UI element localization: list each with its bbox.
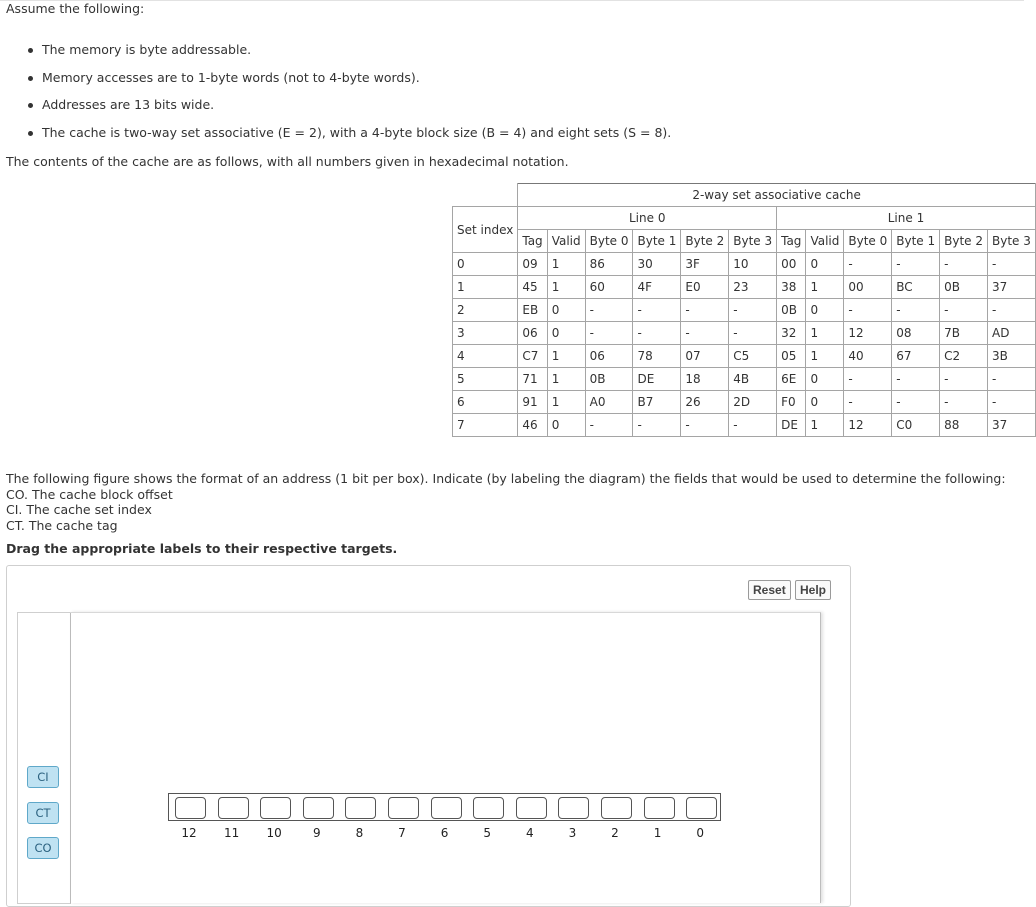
column-header: Tag [777, 230, 806, 253]
bit-drop-target[interactable] [260, 797, 291, 819]
table-cell: 0 [806, 299, 844, 322]
table-cell: C0 [892, 414, 940, 437]
table-cell: - [729, 322, 777, 345]
set-index-cell: 2 [453, 299, 518, 322]
table-row [453, 276, 1036, 299]
table-cell: - [940, 299, 988, 322]
column-header: Byte 0 [844, 230, 892, 253]
table-cell: 0 [547, 299, 585, 322]
figure-instruction-ct: CT. The cache tag [6, 517, 118, 533]
table-cell: - [940, 368, 988, 391]
table-cell: 71 [518, 368, 547, 391]
bit-number: 1 [653, 826, 662, 840]
table-cell: 18 [681, 368, 729, 391]
table-row [453, 299, 1036, 322]
table-cell: 1 [547, 368, 585, 391]
assumption-item: Memory accesses are to 1-byte words (not to 4-byte words). [28, 68, 671, 96]
table-cell: - [729, 299, 777, 322]
figure-instruction-co: CO. The cache block offset [6, 486, 173, 502]
label-bank [17, 612, 71, 904]
table-row [453, 322, 1036, 345]
table-cell: 40 [844, 345, 892, 368]
bit-number: 5 [483, 826, 491, 840]
table-cell: 0 [806, 253, 844, 276]
table-cell: 00 [844, 276, 892, 299]
table-cell: DE [633, 368, 681, 391]
table-title: 2-way set associative cache [518, 184, 1036, 207]
column-header: Byte 1 [633, 230, 681, 253]
bit-number: 7 [398, 826, 406, 840]
table-cell: 10 [729, 253, 777, 276]
reset-button[interactable]: Reset [748, 580, 791, 600]
table-cell: 88 [940, 414, 988, 437]
table-cell: - [892, 253, 940, 276]
table-cell: 07 [681, 345, 729, 368]
column-header: Byte 3 [987, 230, 1035, 253]
table-cell: B7 [633, 391, 681, 414]
label-chip-ct[interactable]: CT [27, 802, 59, 824]
table-cell: 1 [547, 345, 585, 368]
bit-number: 4 [525, 826, 534, 840]
bit-drop-target[interactable] [431, 797, 462, 819]
cache-table [452, 183, 1036, 437]
set-index-cell: 7 [453, 414, 518, 437]
table-cell: - [987, 391, 1035, 414]
column-header: Tag [518, 230, 547, 253]
contents-note: The contents of the cache are as follows, with all numbers given in hexadecimal notation. [6, 154, 569, 169]
column-header: Valid [806, 230, 844, 253]
table-cell: EB [518, 299, 547, 322]
bit-drop-target[interactable] [558, 797, 589, 819]
table-cell: DE [777, 414, 806, 437]
table-cell: 0 [806, 391, 844, 414]
bit-number: 9 [312, 826, 321, 840]
set-index-cell: 3 [453, 322, 518, 345]
table-cell: - [940, 253, 988, 276]
bit-drop-target[interactable] [601, 797, 632, 819]
column-header: Byte 2 [940, 230, 988, 253]
table-cell: 00 [777, 253, 806, 276]
table-cell: 1 [547, 253, 585, 276]
table-cell: 45 [518, 276, 547, 299]
set-index-cell: 6 [453, 391, 518, 414]
table-cell: - [844, 253, 892, 276]
table-cell: 7B [940, 322, 988, 345]
table-cell: 1 [806, 414, 844, 437]
assumption-list [28, 40, 671, 150]
drag-instruction: Drag the appropriate labels to their respective targets. [6, 541, 398, 556]
diagram-drop-area[interactable] [70, 612, 821, 903]
table-row [453, 368, 1036, 391]
table-cell: 30 [633, 253, 681, 276]
bit-drop-target[interactable] [345, 797, 376, 819]
table-cell: - [585, 299, 633, 322]
cache-table-body [453, 253, 1036, 437]
table-row [453, 391, 1036, 414]
table-cell: - [844, 368, 892, 391]
column-header: Valid [547, 230, 585, 253]
table-cell: - [987, 299, 1035, 322]
table-cell: 91 [518, 391, 547, 414]
table-cell: - [681, 414, 729, 437]
table-cell: 60 [585, 276, 633, 299]
table-cell: 06 [518, 322, 547, 345]
table-row [453, 253, 1036, 276]
column-header: Byte 3 [729, 230, 777, 253]
table-cell: 86 [585, 253, 633, 276]
table-cell: - [892, 299, 940, 322]
table-cell: F0 [777, 391, 806, 414]
table-cell: - [729, 414, 777, 437]
table-cell: 1 [806, 322, 844, 345]
table-cell: 0 [806, 368, 844, 391]
column-header: Byte 0 [585, 230, 633, 253]
table-row [453, 345, 1036, 368]
table-cell: - [987, 253, 1035, 276]
line0-header: Line 0 [518, 207, 777, 230]
set-index-cell: 5 [453, 368, 518, 391]
table-cell: C5 [729, 345, 777, 368]
bit-drop-target[interactable] [516, 797, 547, 819]
bit-drop-target[interactable] [303, 797, 334, 819]
table-cell: 05 [777, 345, 806, 368]
table-cell: 67 [892, 345, 940, 368]
column-header: Byte 1 [892, 230, 940, 253]
table-cell: 08 [892, 322, 940, 345]
help-button[interactable]: Help [795, 580, 831, 600]
set-index-cell: 1 [453, 276, 518, 299]
table-cell: 1 [547, 276, 585, 299]
bit-drop-target[interactable] [218, 797, 249, 819]
line1-header: Line 1 [777, 207, 1036, 230]
bit-drop-target[interactable] [175, 797, 206, 819]
table-cell: - [585, 322, 633, 345]
table-cell: - [681, 299, 729, 322]
table-cell: 26 [681, 391, 729, 414]
table-cell: E0 [681, 276, 729, 299]
table-cell: 0B [585, 368, 633, 391]
table-cell: 0 [547, 322, 585, 345]
table-cell: BC [892, 276, 940, 299]
table-cell: - [585, 414, 633, 437]
table-cell: AD [987, 322, 1035, 345]
bit-drop-target[interactable] [473, 797, 504, 819]
table-cell: - [844, 391, 892, 414]
table-cell: 46 [518, 414, 547, 437]
table-line-row [453, 207, 1036, 230]
table-cell: - [681, 322, 729, 345]
set-index-cell: 4 [453, 345, 518, 368]
table-cell: 2D [729, 391, 777, 414]
table-cell: 32 [777, 322, 806, 345]
assumption-item: The cache is two-way set associative (E = 2), with a 4-byte block size (B = 4) and eight sets (S = 8). [28, 123, 671, 151]
table-cell: 37 [987, 414, 1035, 437]
table-cell: - [633, 414, 681, 437]
assumption-item: The memory is byte addressable. [28, 40, 671, 68]
table-row [453, 414, 1036, 437]
column-header: Byte 2 [681, 230, 729, 253]
table-cell: - [940, 391, 988, 414]
table-cell: 37 [987, 276, 1035, 299]
label-chip-ci[interactable]: CI [27, 766, 59, 788]
bit-drop-target[interactable] [388, 797, 419, 819]
table-cell: A0 [585, 391, 633, 414]
table-cell: - [633, 299, 681, 322]
column-header-row [453, 230, 1036, 253]
label-chip-co[interactable]: CO [27, 837, 59, 859]
table-title-row [453, 184, 1036, 207]
table-cell: - [633, 322, 681, 345]
assumption-item: Addresses are 13 bits wide. [28, 95, 671, 123]
bit-number: 10 [266, 826, 282, 840]
set-index-cell: 0 [453, 253, 518, 276]
intro-text: Assume the following: [6, 1, 145, 16]
table-cell: 12 [844, 322, 892, 345]
table-cell: 12 [844, 414, 892, 437]
bit-drop-target[interactable] [644, 797, 675, 819]
table-cell: 6E [777, 368, 806, 391]
table-corner-cell [453, 184, 518, 207]
table-cell: 4B [729, 368, 777, 391]
table-cell: 23 [729, 276, 777, 299]
figure-instruction-main: The following figure shows the format of an address (1 bit per box). Indicate (by labeling the diagram) the fields that would be used to determine the following: [6, 471, 1006, 486]
table-cell: 1 [806, 276, 844, 299]
table-cell: 0 [547, 414, 585, 437]
table-cell: 0B [940, 276, 988, 299]
figure-instructions [6, 471, 1006, 533]
table-cell: C2 [940, 345, 988, 368]
bit-number: 8 [355, 826, 364, 840]
table-cell: 3F [681, 253, 729, 276]
bit-number: 0 [696, 826, 704, 840]
table-cell: C7 [518, 345, 547, 368]
table-cell: - [844, 299, 892, 322]
table-cell: - [892, 391, 940, 414]
table-cell: 78 [633, 345, 681, 368]
table-cell: 1 [806, 345, 844, 368]
table-cell: 1 [547, 391, 585, 414]
table-cell: 0B [777, 299, 806, 322]
top-divider [0, 0, 1024, 1]
figure-instruction-ci: CI. The cache set index [6, 502, 152, 517]
bit-drop-target[interactable] [686, 797, 717, 819]
bit-number: 2 [611, 826, 619, 840]
table-cell: - [892, 368, 940, 391]
table-cell: 06 [585, 345, 633, 368]
table-cell: 4F [633, 276, 681, 299]
set-index-header: Set index [453, 207, 518, 253]
table-cell: 3B [987, 345, 1035, 368]
table-cell: - [987, 368, 1035, 391]
bit-number: 11 [223, 826, 240, 840]
bit-number: 6 [440, 826, 449, 840]
table-cell: 09 [518, 253, 547, 276]
table-cell: 38 [777, 276, 806, 299]
bit-number: 12 [181, 826, 197, 840]
bit-number: 3 [568, 826, 577, 840]
